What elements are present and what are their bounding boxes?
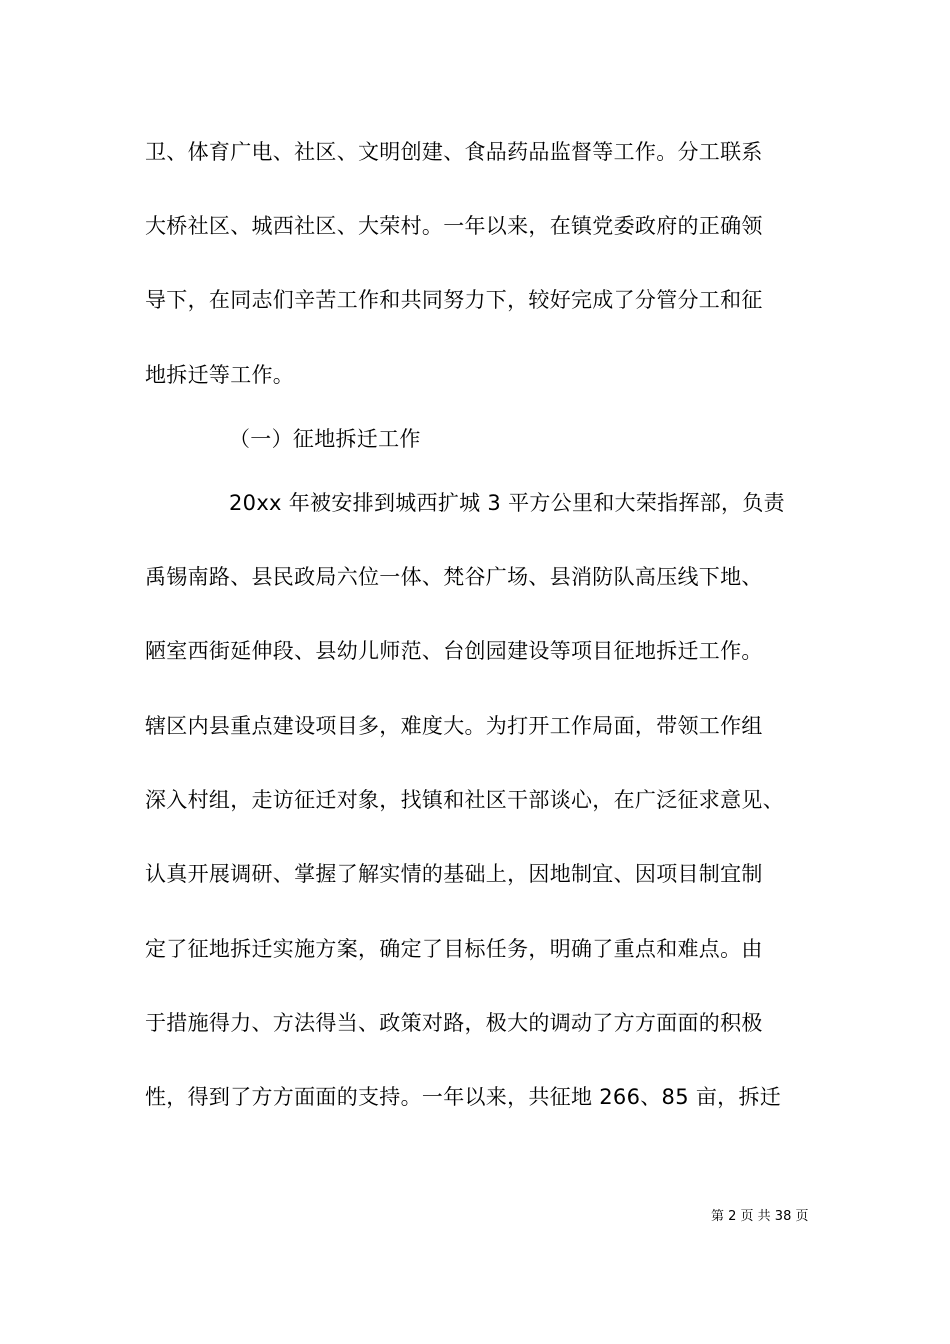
body-text-line: 定了征地拆迁实施方案，确定了目标任务，明确了重点和难点。由: [145, 937, 763, 961]
page-number: 第 2 页 共 38 页: [711, 1209, 809, 1224]
section-heading: （一）征地拆迁工作: [229, 427, 421, 451]
body-text-line: 性，得到了方方面面的支持。一年以来，共征地 266、85 亩，拆迁: [145, 1085, 782, 1109]
body-text-line: 于措施得力、方法得当、政策对路，极大的调动了方方面面的积极: [145, 1011, 763, 1035]
body-text-line: 认真开展调研、掌握了解实情的基础上，因地制宜、因项目制宜制: [145, 862, 763, 886]
body-text-line: 大桥社区、城西社区、大荣村。一年以来，在镇党委政府的正确领: [145, 214, 763, 238]
body-text-line: 陋室西街延伸段、县幼儿师范、台创园建设等项目征地拆迁工作。: [145, 639, 763, 663]
body-text-line: 导下，在同志们辛苦工作和共同努力下，较好完成了分管分工和征: [145, 288, 763, 312]
body-text-line: 地拆迁等工作。: [145, 363, 295, 387]
body-text-line: 辖区内县重点建设项目多，难度大。为打开工作局面，带领工作组: [145, 714, 763, 738]
body-text-line: 深入村组，走访征迁对象，找镇和社区干部谈心，在广泛征求意见、: [145, 788, 784, 812]
body-text-line: 卫、体育广电、社区、文明创建、食品药品监督等工作。分工联系: [145, 140, 763, 164]
body-text-line: 20xx 年被安排到城西扩城 3 平方公里和大荣指挥部，负责: [229, 491, 785, 515]
body-text-line: 禹锡南路、县民政局六位一体、梵谷广场、县消防队高压线下地、: [145, 565, 763, 589]
